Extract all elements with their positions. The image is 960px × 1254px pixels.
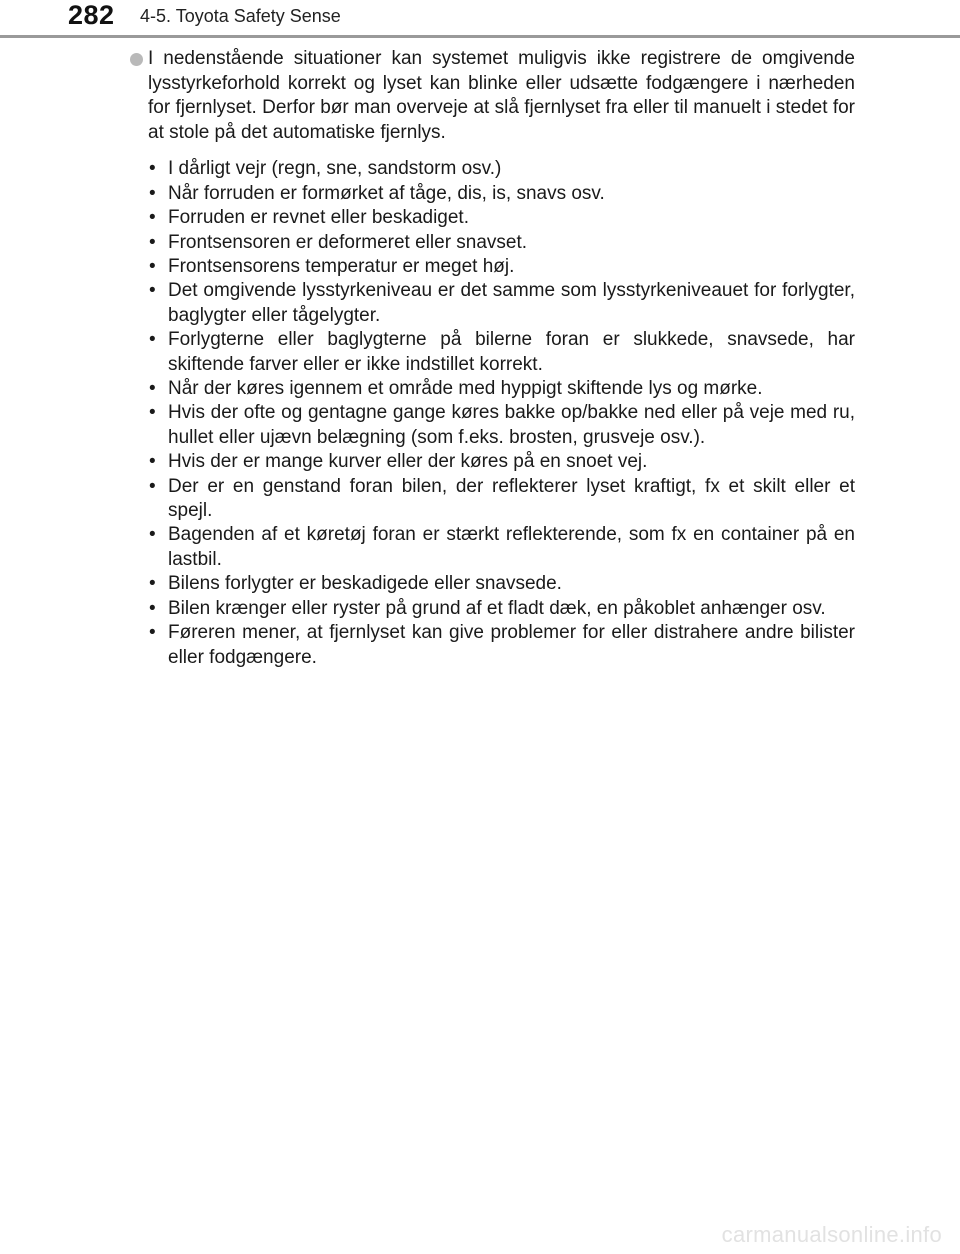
list-item [130, 231, 855, 255]
list-item-text: I dårligt vejr (regn, sne, sandstorm osv.) [168, 158, 502, 180]
page-content [130, 47, 855, 670]
bullet-icon: • [149, 280, 156, 302]
list-item [130, 279, 855, 328]
list-item-text: Når forruden er formørket af tåge, dis, is, snavs osv. [168, 182, 605, 204]
bullet-icon: • [149, 524, 156, 546]
list-item-text: Frontsensorens temperatur er meget høj. [168, 256, 515, 277]
bullet-icon: • [149, 231, 156, 253]
list-item-text: Bilen krænger eller ryster på grund af et fladt dæk, en påkoblet anhænger osv. [168, 597, 826, 619]
bullet-icon: • [149, 402, 156, 424]
bullet-icon: • [149, 256, 156, 277]
list-item-text: Hvis der er mange kurver eller der køres på en snoet vej. [168, 451, 648, 473]
list-item [130, 401, 855, 450]
list-item-text: Det omgivende lysstyrkeniveau er det samme som lysstyrkeniveauet for forlygter, baglygter eller tågelygter. [168, 280, 855, 326]
bullet-icon: • [149, 207, 156, 229]
page-header [0, 0, 960, 40]
list-item [130, 475, 855, 524]
bullet-icon: • [149, 573, 156, 595]
list-item [130, 523, 855, 572]
intro-text: I nedenstående situationer kan systemet muligvis ikke registrere de omgivende lysstyrkeforhold korrekt og lyset kan blinke eller udsætte fodgængere i nærheden for fjernlyset. Derfor bør man overveje at slå fjernlyset fra eller til manuelt i stedet for at stole på det automatiske fjernlys. [148, 48, 855, 143]
intro-paragraph [130, 47, 855, 145]
list-item [130, 157, 855, 181]
bullet-icon: • [149, 475, 156, 497]
page-number: 282 [68, 0, 115, 30]
list-item [130, 377, 855, 401]
list-item-text: Der er en genstand foran bilen, der reflekterer lyset kraftigt, fx et skilt eller et spejl. [168, 475, 855, 522]
bullet-icon: • [149, 329, 156, 351]
section-title: 4-5. Toyota Safety Sense [140, 6, 341, 26]
list-item [130, 328, 855, 377]
bullet-icon: • [149, 451, 156, 473]
bullet-icon: • [149, 597, 156, 619]
list-item-text: Frontsensoren er deformeret eller snavset. [168, 231, 528, 253]
list-item-text: Forlygterne eller baglygterne på bilerne foran er slukkede, snavsede, har skiftende farver eller er ikke indstillet korrekt. [168, 329, 855, 375]
list-item [130, 182, 855, 206]
list-item-text: Bagenden af et køretøj foran er stærkt reflekterende, som fx en container på en lastbil. [168, 524, 855, 570]
watermark: carmanualsonline.info [721, 1222, 942, 1247]
header-divider [0, 35, 960, 38]
list-item [130, 206, 855, 230]
condition-list [130, 157, 855, 670]
list-item [130, 597, 855, 621]
list-item [130, 572, 855, 596]
list-item-text: Forruden er revnet eller beskadiget. [168, 207, 469, 229]
bullet-icon: • [149, 378, 156, 400]
list-item-text: Hvis der ofte og gentagne gange køres bakke op/bakke ned eller på veje med ru, hullet eller ujævn belægning (som f.eks. brosten, grusveje osv.). [168, 402, 855, 448]
bullet-icon: • [149, 182, 156, 204]
list-item-text: Bilens forlygter er beskadigede eller snavsede. [168, 573, 562, 595]
bullet-icon: • [149, 622, 156, 644]
bullet-icon: • [149, 158, 156, 180]
list-item-text: Føreren mener, at fjernlyset kan give problemer for eller distrahere andre bilister eller fodgængere. [168, 622, 855, 668]
list-item [130, 621, 855, 670]
list-item [130, 450, 855, 474]
circle-bullet-icon [130, 53, 143, 66]
list-item-text: Når der køres igennem et område med hyppigt skiftende lys og mørke. [168, 378, 763, 400]
list-item [130, 255, 855, 279]
